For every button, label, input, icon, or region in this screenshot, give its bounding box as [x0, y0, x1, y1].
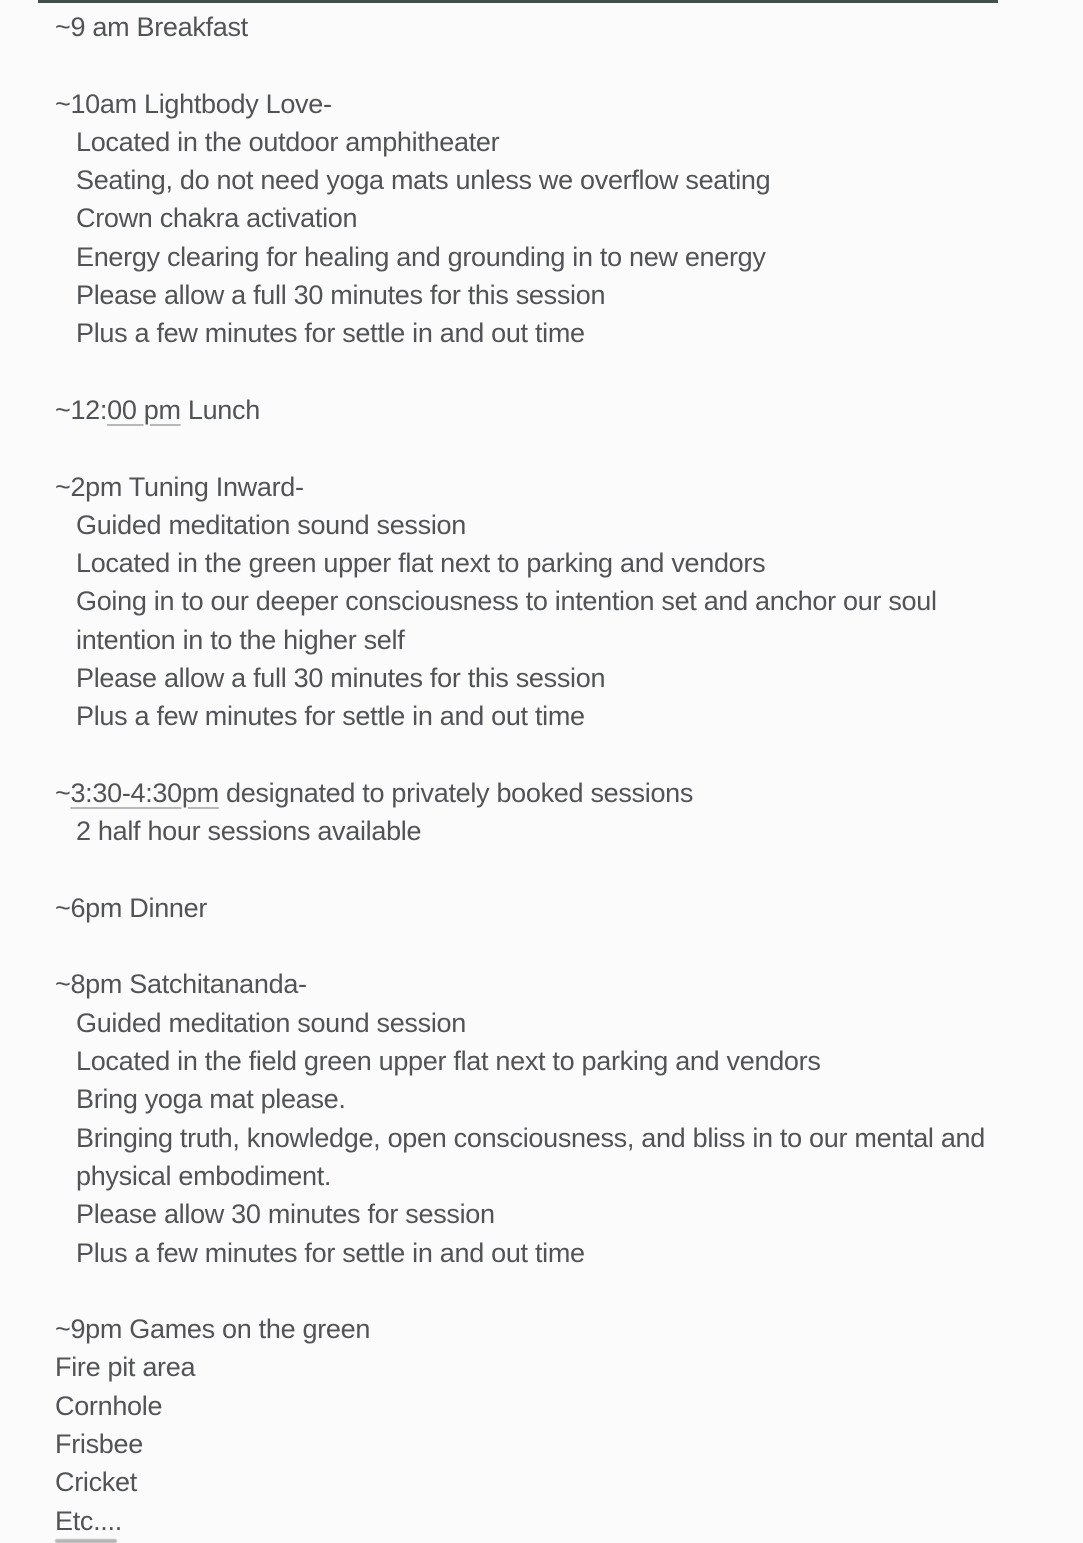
- schedule-block-tuning-inward: [55, 468, 1043, 736]
- schedule-detail: physical embodiment.: [76, 1160, 332, 1191]
- schedule-detail: 2 half hour sessions available: [76, 816, 422, 847]
- schedule-detail: Crown chakra activation: [76, 203, 358, 234]
- schedule-detail: Please allow 30 minutes for session: [76, 1199, 495, 1230]
- schedule-block-breakfast: [55, 8, 1043, 46]
- schedule-detail: Cricket: [55, 1467, 137, 1498]
- schedule-heading: ~10am Lightbody Love-: [55, 88, 332, 119]
- schedule-detail: intention in to the higher self: [76, 624, 405, 655]
- schedule-detail: Fire pit area: [55, 1352, 196, 1383]
- schedule-detail: Seating, do not need yoga mats unless we overflow seating: [76, 165, 771, 196]
- schedule-detail: Guided meditation sound session: [76, 1007, 466, 1038]
- schedule-detail: Energy clearing for healing and grounding in to new energy: [76, 241, 766, 272]
- schedule-block-satchitananda: [55, 965, 1043, 1271]
- schedule-heading: ~9 am Breakfast: [55, 12, 248, 42]
- schedule-block-lunch: [55, 391, 1043, 429]
- heading-text-segment: designated to privately booked sessions: [218, 777, 694, 808]
- schedule-block-games: [55, 1310, 1043, 1540]
- schedule-heading: ~8pm Satchitananda-: [55, 969, 307, 1000]
- schedule-detail: Cornhole: [55, 1390, 163, 1421]
- schedule-heading: [55, 774, 1043, 812]
- schedule-heading: ~2pm Tuning Inward-: [55, 471, 304, 502]
- schedule-heading: [55, 391, 1043, 429]
- schedule-heading: ~9pm Games on the green: [55, 1314, 371, 1345]
- schedule-detail: Going in to our deeper consciousness to intention set and anchor our soul: [76, 586, 937, 617]
- schedule-detail: Plus a few minutes for settle in and out time: [76, 701, 585, 732]
- schedule-detail: Located in the field green upper flat next to parking and vendors: [76, 1046, 821, 1077]
- schedule-detail: Plus a few minutes for settle in and out time: [76, 318, 585, 349]
- schedule-detail: Etc....: [55, 1505, 122, 1536]
- heading-text-segment: ~: [55, 777, 71, 808]
- heading-text-segment: ~12:: [55, 394, 108, 425]
- schedule-detail: Please allow a full 30 minutes for this session: [76, 280, 606, 311]
- schedule-heading: ~6pm Dinner: [55, 892, 208, 923]
- schedule-detail: Located in the outdoor amphitheater: [76, 126, 500, 157]
- detected-time-link[interactable]: 3:30-4:30pm: [70, 777, 219, 808]
- cropped-text-fragment: [55, 1539, 117, 1543]
- schedule-detail: Bringing truth, knowledge, open consciousness, and bliss in to our mental and: [76, 1122, 985, 1153]
- schedule-detail: Located in the green upper flat next to parking and vendors: [76, 548, 766, 579]
- schedule-block-lightbody-love: [55, 85, 1043, 353]
- heading-text-segment: Lunch: [180, 394, 260, 425]
- schedule-detail: Bring yoga mat please.: [76, 1084, 346, 1115]
- schedule-block-dinner: [55, 889, 1043, 927]
- schedule-block-private-sessions: [55, 774, 1043, 851]
- detected-time-link[interactable]: 00 pm: [107, 394, 181, 425]
- schedule-detail: Please allow a full 30 minutes for this session: [76, 663, 606, 694]
- schedule-detail: Frisbee: [55, 1428, 143, 1459]
- schedule-detail: Guided meditation sound session: [76, 509, 466, 540]
- schedule-detail: Plus a few minutes for settle in and out time: [76, 1237, 585, 1268]
